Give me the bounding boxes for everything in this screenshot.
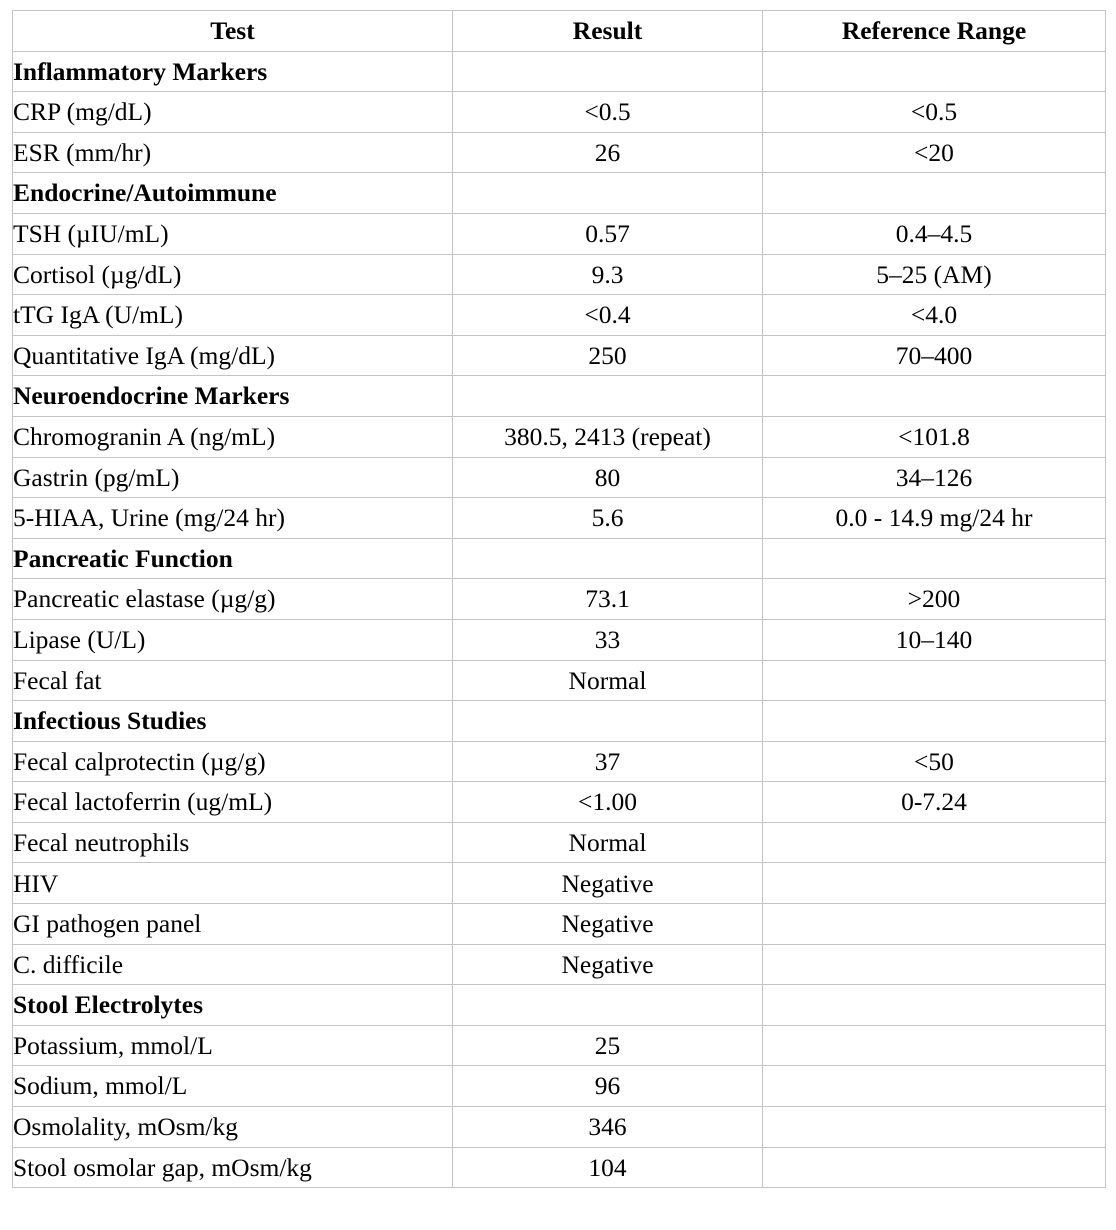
section-result-cell: [453, 701, 763, 742]
table-row: [13, 863, 1106, 904]
section-result-cell: [453, 51, 763, 92]
reference-range: [763, 944, 1106, 985]
reference-range: [763, 1066, 1106, 1107]
test-name: 5-HIAA, Urine (mg/24 hr): [13, 498, 453, 539]
section-reference-cell: [763, 173, 1106, 214]
result-value: <0.4: [453, 295, 763, 336]
table-row: [13, 254, 1106, 295]
reference-range: 10–140: [763, 619, 1106, 660]
section-row: [13, 538, 1106, 579]
section-reference-cell: [763, 376, 1106, 417]
section-title: Neuroendocrine Markers: [13, 376, 453, 417]
header-reference-range: Reference Range: [763, 11, 1106, 52]
lab-results-table: [12, 10, 1106, 1188]
table-row: [13, 335, 1106, 376]
reference-range: <101.8: [763, 416, 1106, 457]
test-name: Gastrin (pg/mL): [13, 457, 453, 498]
table-row: [13, 132, 1106, 173]
test-name: Chromogranin A (ng/mL): [13, 416, 453, 457]
table-row: [13, 92, 1106, 133]
reference-range: <4.0: [763, 295, 1106, 336]
reference-range: [763, 863, 1106, 904]
result-value: Negative: [453, 944, 763, 985]
test-name: GI pathogen panel: [13, 904, 453, 945]
reference-range: <20: [763, 132, 1106, 173]
section-row: [13, 376, 1106, 417]
test-name: Fecal fat: [13, 660, 453, 701]
table-row: [13, 904, 1106, 945]
section-reference-cell: [763, 538, 1106, 579]
section-title: Endocrine/Autoimmune: [13, 173, 453, 214]
reference-range: 0.0 - 14.9 mg/24 hr: [763, 498, 1106, 539]
reference-range: [763, 1107, 1106, 1148]
section-reference-cell: [763, 985, 1106, 1026]
table-row: [13, 1025, 1106, 1066]
table-body: [13, 51, 1106, 1188]
result-value: 96: [453, 1066, 763, 1107]
test-name: Stool osmolar gap, mOsm/kg: [13, 1147, 453, 1188]
result-value: <0.5: [453, 92, 763, 133]
test-name: Quantitative IgA (mg/dL): [13, 335, 453, 376]
section-row: [13, 51, 1106, 92]
test-name: Fecal lactoferrin (ug/mL): [13, 782, 453, 823]
result-value: 380.5, 2413 (repeat): [453, 416, 763, 457]
test-name: Osmolality, mOsm/kg: [13, 1107, 453, 1148]
table-row: [13, 213, 1106, 254]
section-title: Pancreatic Function: [13, 538, 453, 579]
result-value: 73.1: [453, 579, 763, 620]
table-row: [13, 579, 1106, 620]
reference-range: [763, 904, 1106, 945]
reference-range: 70–400: [763, 335, 1106, 376]
table-row: [13, 741, 1106, 782]
test-name: Fecal calprotectin (µg/g): [13, 741, 453, 782]
table-row: [13, 457, 1106, 498]
result-value: Negative: [453, 863, 763, 904]
section-result-cell: [453, 985, 763, 1026]
result-value: 104: [453, 1147, 763, 1188]
reference-range: <0.5: [763, 92, 1106, 133]
result-value: 33: [453, 619, 763, 660]
table-row: [13, 944, 1106, 985]
reference-range: <50: [763, 741, 1106, 782]
section-row: [13, 985, 1106, 1026]
result-value: 5.6: [453, 498, 763, 539]
reference-range: [763, 1147, 1106, 1188]
table-row: [13, 619, 1106, 660]
result-value: <1.00: [453, 782, 763, 823]
test-name: Lipase (U/L): [13, 619, 453, 660]
table-row: [13, 416, 1106, 457]
section-reference-cell: [763, 701, 1106, 742]
header-test: Test: [13, 11, 453, 52]
reference-range: 34–126: [763, 457, 1106, 498]
result-value: 346: [453, 1107, 763, 1148]
table-header-row: [13, 11, 1106, 52]
reference-range: 0.4–4.5: [763, 213, 1106, 254]
section-title: Stool Electrolytes: [13, 985, 453, 1026]
reference-range: [763, 660, 1106, 701]
result-value: 0.57: [453, 213, 763, 254]
section-result-cell: [453, 376, 763, 417]
result-value: Normal: [453, 822, 763, 863]
header-result: Result: [453, 11, 763, 52]
reference-range: [763, 822, 1106, 863]
test-name: Fecal neutrophils: [13, 822, 453, 863]
test-name: ESR (mm/hr): [13, 132, 453, 173]
test-name: Potassium, mmol/L: [13, 1025, 453, 1066]
table-row: [13, 782, 1106, 823]
result-value: 250: [453, 335, 763, 376]
reference-range: [763, 1025, 1106, 1066]
section-result-cell: [453, 538, 763, 579]
result-value: 25: [453, 1025, 763, 1066]
test-name: CRP (mg/dL): [13, 92, 453, 133]
table-row: [13, 1066, 1106, 1107]
result-value: Normal: [453, 660, 763, 701]
test-name: Cortisol (µg/dL): [13, 254, 453, 295]
section-reference-cell: [763, 51, 1106, 92]
table-row: [13, 660, 1106, 701]
result-value: 26: [453, 132, 763, 173]
table-row: [13, 822, 1106, 863]
table-row: [13, 295, 1106, 336]
section-title: Inflammatory Markers: [13, 51, 453, 92]
test-name: TSH (µIU/mL): [13, 213, 453, 254]
result-value: Negative: [453, 904, 763, 945]
result-value: 80: [453, 457, 763, 498]
section-row: [13, 173, 1106, 214]
result-value: 37: [453, 741, 763, 782]
section-row: [13, 701, 1106, 742]
test-name: C. difficile: [13, 944, 453, 985]
table-row: [13, 498, 1106, 539]
test-name: HIV: [13, 863, 453, 904]
reference-range: 5–25 (AM): [763, 254, 1106, 295]
table-row: [13, 1147, 1106, 1188]
result-value: 9.3: [453, 254, 763, 295]
section-title: Infectious Studies: [13, 701, 453, 742]
table-row: [13, 1107, 1106, 1148]
test-name: Pancreatic elastase (µg/g): [13, 579, 453, 620]
test-name: Sodium, mmol/L: [13, 1066, 453, 1107]
reference-range: >200: [763, 579, 1106, 620]
test-name: tTG IgA (U/mL): [13, 295, 453, 336]
reference-range: 0-7.24: [763, 782, 1106, 823]
section-result-cell: [453, 173, 763, 214]
